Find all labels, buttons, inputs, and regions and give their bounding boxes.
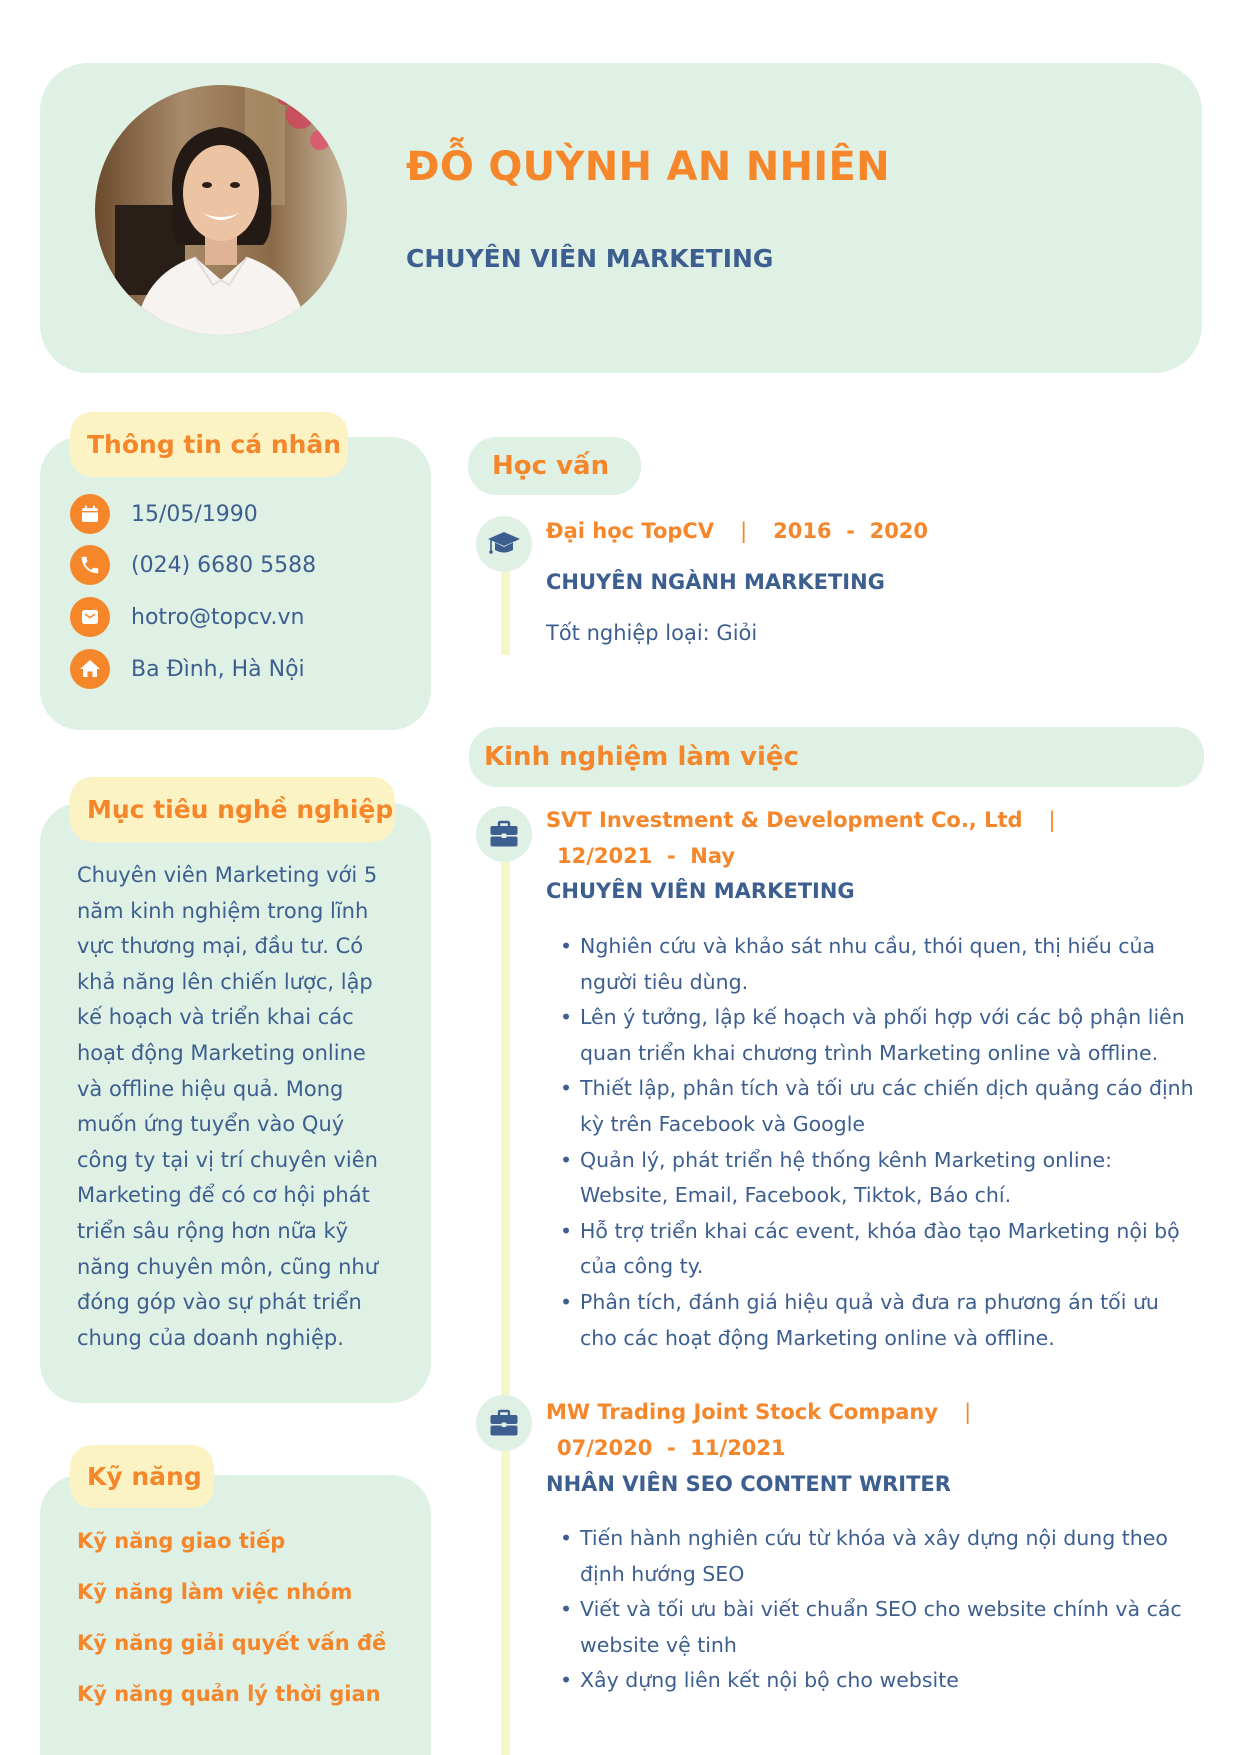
school-name: Đại học TopCV [546, 519, 715, 543]
profile-photo [95, 85, 347, 335]
candidate-title: CHUYÊN VIÊN MARKETING [406, 244, 774, 273]
separator: | [964, 1400, 972, 1424]
responsibility-item: • Hỗ trợ triển khai các event, khóa đào tạo Marketing nội bộ của công ty. [560, 1214, 1200, 1285]
education-heading: Học vấn [468, 437, 641, 495]
briefcase-icon [476, 1395, 532, 1451]
education-note: Tốt nghiệp loại: Giỏi [546, 621, 758, 645]
responsibility-item: • Lên ý tưởng, lập kế hoạch và phối hợp với các bộ phận liên quan triển khai chương trình Marketing online và offline. [560, 1000, 1200, 1071]
responsibility-item: • Viết và tối ưu bài viết chuẩn SEO cho website chính và các website vệ tinh [560, 1592, 1200, 1663]
job-company-line [546, 808, 1082, 832]
job-responsibilities [560, 929, 1200, 1356]
skill-item: Kỹ năng quản lý thời gian [77, 1682, 381, 1706]
skills-heading: Kỹ năng [70, 1445, 214, 1508]
job-dates: 07/2020 - 11/2021 [557, 1436, 786, 1460]
responsibility-item: • Tiến hành nghiên cứu từ khóa và xây dựng nội dung theo định hướng SEO [560, 1521, 1200, 1592]
responsibility-item: • Xây dựng liên kết nội bộ cho website [560, 1663, 1200, 1699]
personal-info-heading: Thông tin cá nhân [70, 412, 348, 477]
experience-heading: Kinh nghiệm làm việc [469, 727, 1204, 787]
objective-text: Chuyên viên Marketing với 5 năm kinh nghiệm trong lĩnh vực thương mại, đầu tư. Có khả năng lên chiến lược, lập kế hoạch và triển khai các hoạt động Marketing online và offline hiệu quả. Mong muốn ứng tuyển vào Quý công ty tại vị trí chuyên viên Marketing để có cơ hội phát triển sâu rộng hơn nữa kỹ năng chuyên môn, cũng như đóng góp vào sự phát triển chung của doanh nghiệp. [77, 863, 379, 1350]
education-school-line [546, 519, 928, 543]
education-timeline-line [501, 560, 510, 655]
responsibility-item: • Quản lý, phát triển hệ thống kênh Marketing online: Website, Email, Facebook, Tiktok, Báo chí. [560, 1143, 1200, 1214]
skill-item: Kỹ năng giao tiếp [77, 1529, 286, 1553]
separator: | [1048, 808, 1056, 832]
experience-timeline-line [501, 830, 510, 1755]
info-row-phone [70, 544, 316, 586]
job-responsibilities [560, 1521, 1200, 1699]
job-company: SVT Investment & Development Co., Ltd [546, 808, 1023, 832]
home-icon [70, 649, 110, 689]
avatar [95, 85, 347, 335]
skill-item: Kỹ năng làm việc nhóm [77, 1580, 353, 1604]
candidate-name: ĐỖ QUỲNH AN NHIÊN [406, 144, 890, 190]
objective-heading: Mục tiêu nghề nghiệp [70, 777, 395, 842]
skill-item: Kỹ năng giải quyết vấn đề [77, 1631, 387, 1655]
address-value: Ba Đình, Hà Nội [131, 656, 305, 682]
job-company: MW Trading Joint Stock Company [546, 1400, 939, 1424]
job-company-line [546, 1400, 997, 1424]
education-major: CHUYÊN NGÀNH MARKETING [546, 570, 885, 594]
separator: | [740, 519, 748, 543]
job-dates: 12/2021 - Nay [557, 844, 736, 868]
phone-value: (024) 6680 5588 [131, 552, 317, 578]
calendar-icon [70, 494, 110, 534]
info-row-address [70, 648, 305, 690]
birthdate-value: 15/05/1990 [131, 501, 258, 527]
email-icon [70, 597, 110, 637]
education-start-year: 2016 [773, 519, 832, 543]
email-value: hotro@topcv.vn [131, 604, 305, 630]
phone-icon [70, 545, 110, 585]
skills-card [40, 1475, 431, 1755]
info-row-email [70, 596, 304, 638]
responsibility-item: • Phân tích, đánh giá hiệu quả và đưa ra phương án tối ưu cho các hoạt động Marketing online và offline. [560, 1285, 1200, 1356]
job-role: NHÂN VIÊN SEO CONTENT WRITER [546, 1472, 951, 1496]
info-row-birthdate [70, 493, 258, 535]
education-end-year: 2020 [869, 519, 929, 543]
graduation-cap-icon [476, 516, 532, 572]
briefcase-icon [476, 806, 532, 862]
date-dash: - [846, 519, 855, 543]
responsibility-item: • Thiết lập, phân tích và tối ưu các chiến dịch quảng cáo định kỳ trên Facebook và Google [560, 1071, 1200, 1142]
responsibility-item: • Nghiên cứu và khảo sát nhu cầu, thói quen, thị hiếu của người tiêu dùng. [560, 929, 1200, 1000]
job-role: CHUYÊN VIÊN MARKETING [546, 879, 855, 903]
